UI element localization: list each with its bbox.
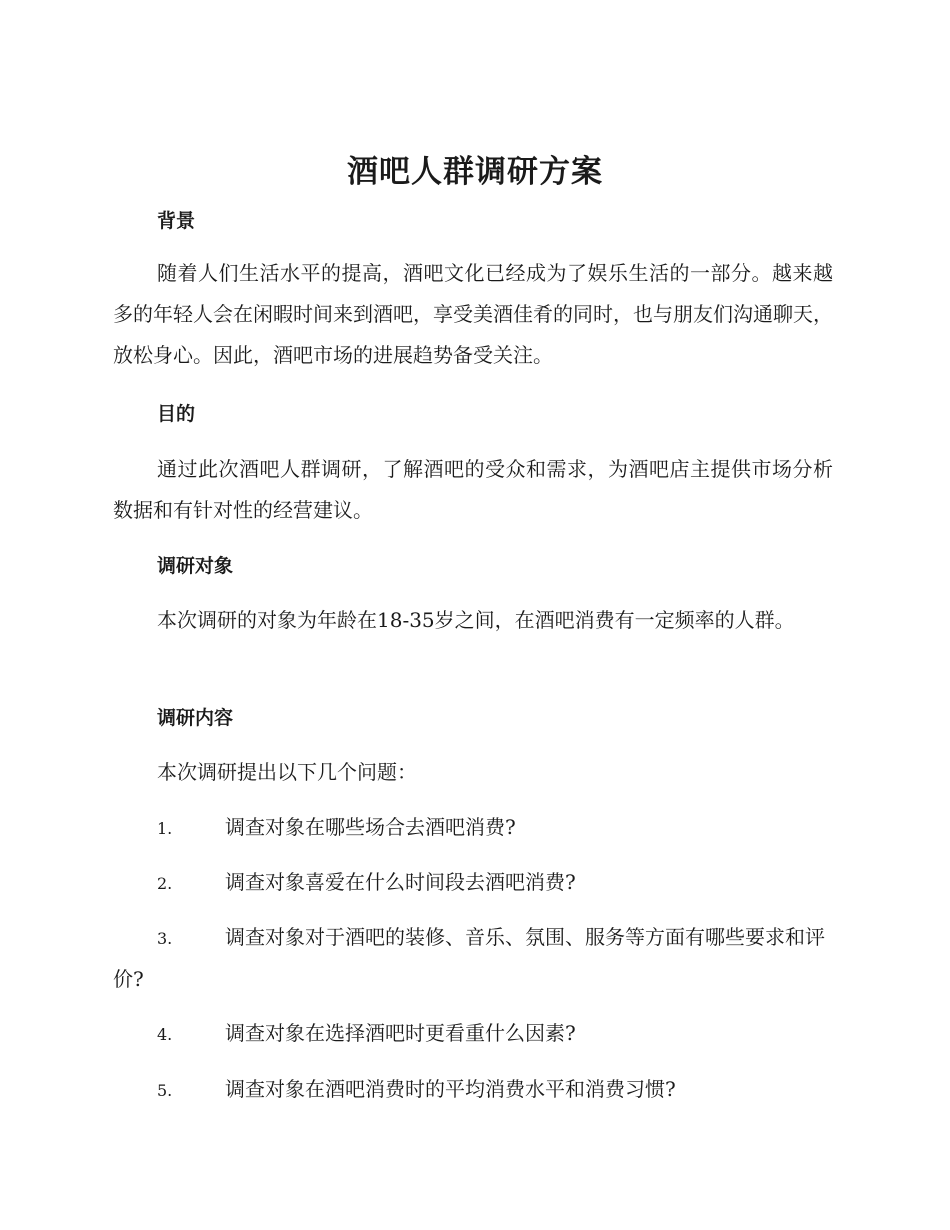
list-item-number: 4. — [157, 1025, 173, 1044]
list-item-number: 3. — [157, 929, 173, 948]
list-item — [113, 1013, 833, 1055]
section-text-background: 随着人们生活水平的提高，酒吧文化已经成为了娱乐生活的一部分。越来越多的年轻人会在闲暇时间来到酒吧，享受美酒佳肴的同时，也与朋友们沟通聊天，放松身心。因此，酒吧市场的进展趋势备受关注。 — [113, 261, 833, 367]
section-heading-subjects: 调研对象 — [157, 555, 234, 577]
list-item-text: 调查对象在选择酒吧时更看重什么因素? — [225, 1021, 576, 1045]
list-item — [113, 917, 833, 1000]
list-item-number: 2. — [157, 874, 173, 893]
section-heading-purpose: 目的 — [157, 403, 196, 425]
section-text-content: 本次调研提出以下几个问题： — [157, 760, 417, 784]
list-item-text: 调查对象对于酒吧的装修、音乐、氛围、服务等方面有哪些要求和评价? — [113, 925, 825, 991]
list-item — [113, 1069, 833, 1111]
list-item — [113, 862, 833, 904]
section-heading-content: 调研内容 — [157, 707, 234, 729]
section-text-subjects: 本次调研的对象为年龄在18-35岁之间，在酒吧消费有一定频率的人群。 — [157, 608, 795, 632]
list-item-text: 调查对象在哪些场合去酒吧消费? — [225, 815, 516, 839]
list-item-number: 1. — [157, 819, 173, 838]
section-heading-background: 背景 — [157, 210, 196, 232]
list-item-number: 5. — [157, 1081, 173, 1100]
list-item — [113, 807, 833, 849]
list-item-text: 调查对象喜爱在什么时间段去酒吧消费? — [225, 870, 576, 894]
document-title: 酒吧人群调研方案 — [347, 154, 603, 190]
section-text-purpose: 通过此次酒吧人群调研，了解酒吧的受众和需求，为酒吧店主提供市场分析数据和有针对性的经营建议。 — [113, 457, 833, 522]
list-item-text: 调查对象在酒吧消费时的平均消费水平和消费习惯? — [225, 1077, 676, 1101]
